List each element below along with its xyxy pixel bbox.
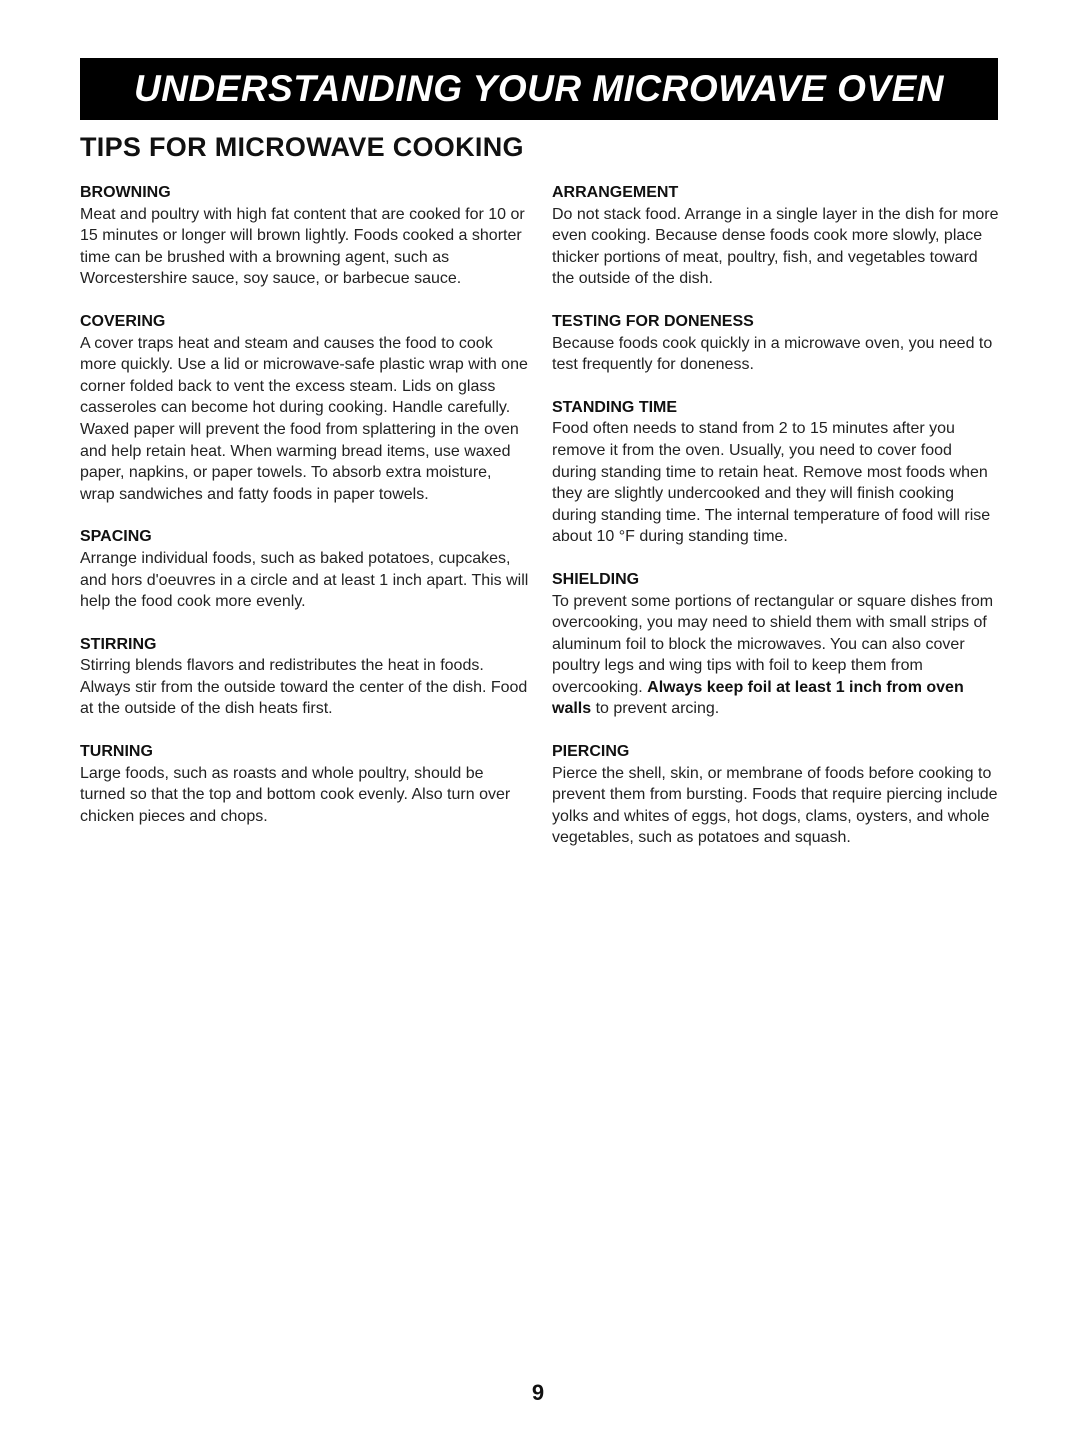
foil-warning: Always keep foil at least 1 inch from oven walls (552, 678, 964, 718)
tip-heading: STANDING TIME (552, 398, 678, 416)
tip-browning (80, 182, 530, 290)
tip-body: Food often needs to stand from 2 to 15 minutes after you remove it from the oven. Usually, you need to cover food during standing time to retain heat. Remove most foods when they are slightly undercooked and they will finish cooking during standing time. The internal temperature of food will rise about 10 °F during standing time. (552, 420, 991, 546)
tip-body: Meat and poultry with high fat content that are cooked for 10 or 15 minutes or longer will brown lightly. Foods cooked a shorter time can be brushed with a browning agent, such as Worcestershire sauce, soy sauce, or barbecue sauce. (80, 205, 525, 288)
tip-arrangement (552, 182, 1000, 290)
tip-body: Large foods, such as roasts and whole poultry, should be turned so that the top and bottom cook evenly. Also turn over chicken pieces and chops. (80, 764, 511, 825)
section-title: TIPS FOR MICROWAVE COOKING (80, 132, 524, 162)
tip-covering (80, 311, 530, 505)
tip-body: Because foods cook quickly in a microwave oven, you need to test frequently for doneness. (552, 334, 993, 374)
tip-heading: TURNING (80, 743, 153, 761)
tip-heading: PIERCING (552, 743, 630, 761)
left-column (80, 182, 530, 827)
tip-turning (80, 741, 530, 827)
tip-body: Arrange individual foods, such as baked potatoes, cupcakes, and hors d'oeuvres in a circle and at least 1 inch apart. This will help the food cook more evenly. (80, 549, 529, 611)
tip-body-text: To prevent some portions of rectangular or square dishes from overcooking, you may need to shield them with small strips of aluminum foil to block the microwaves. You can also cover poultry legs and wing tips with foil to keep them from overcooking. (552, 592, 994, 696)
tip-spacing (80, 526, 530, 612)
right-column (552, 182, 1000, 849)
tip-heading: BROWNING (80, 184, 171, 201)
tip-body: Pierce the shell, skin, or membrane of foods before cooking to prevent them from bursting. Foods that require piercing include yolks and whites of eggs, hot dogs, clams, oysters, and whole vegetables, such as potatoes and squash. (552, 764, 998, 847)
tip-shielding (552, 569, 1000, 720)
tip-heading: STIRRING (80, 635, 157, 653)
title-banner (80, 58, 998, 120)
banner-title: UNDERSTANDING YOUR MICROWAVE OVEN (134, 68, 944, 109)
tip-heading: COVERING (80, 312, 166, 330)
tip-piercing (552, 741, 1000, 849)
tip-heading: SHIELDING (552, 570, 640, 588)
tip-standing-time (552, 397, 1000, 548)
tip-heading: TESTING FOR DONENESS (552, 312, 754, 330)
tip-testing-for-doneness (552, 311, 1000, 376)
tip-body: Stirring blends flavors and redistributes the heat in foods. Always stir from the outside toward the center of the dish. Food at the outside of the dish heats first. (80, 657, 528, 718)
tip-body: Do not stack food. Arrange in a single layer in the dish for more even cooking. Because dense foods cook more slowly, place thicker portions of meat, poultry, fish, and vegetables toward the outside of the dish. (552, 205, 999, 288)
page-number: 9 (531, 1380, 545, 1405)
tip-body-end: to prevent arcing. (595, 700, 720, 718)
tip-body (552, 591, 1000, 721)
tip-body: A cover traps heat and steam and causes the food to cook more quickly. Use a lid or microwave-safe plastic wrap with one corner folded back to vent the excess steam. Lids on glass casseroles can become hot during cooking. Handle carefully. Waxed paper will prevent the food from splattering in the oven and help retain heat. When warming bread items, use waxed paper, napkins, or paper towels. To absorb extra moisture, wrap sandwiches and fatty foods in paper towels. (80, 334, 528, 503)
tip-heading: SPACING (80, 528, 152, 546)
tip-stirring (80, 634, 530, 720)
tip-heading: ARRANGEMENT (552, 184, 679, 201)
